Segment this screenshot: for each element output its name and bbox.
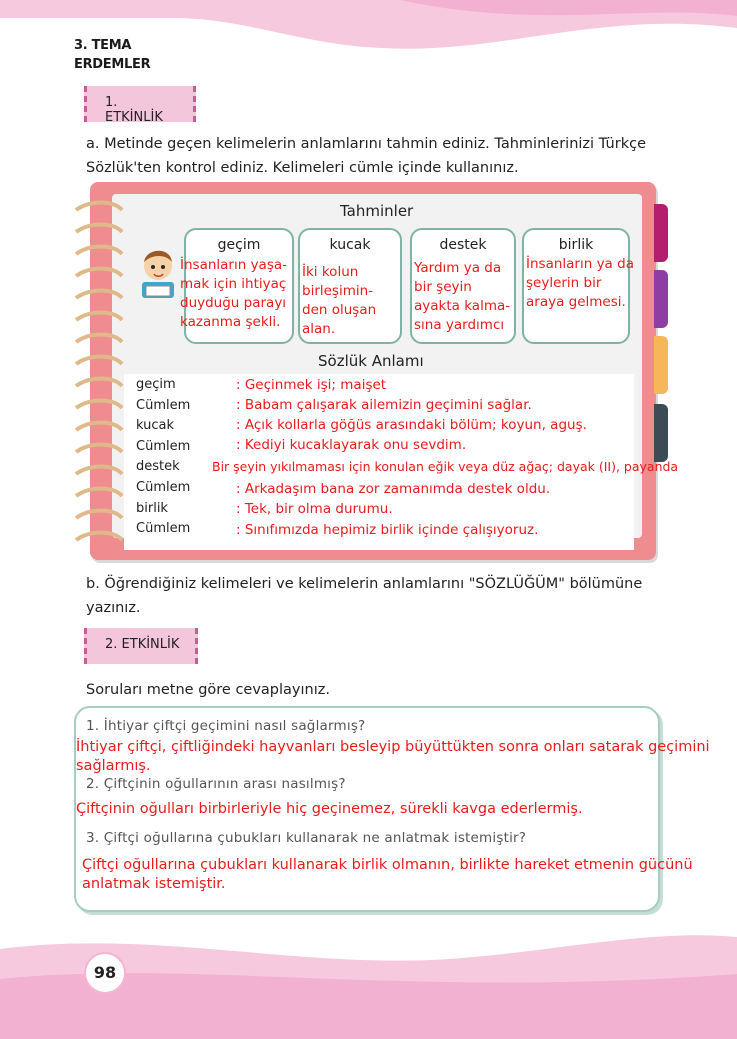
dict-sentence-kucak: : Kediyi kucaklayarak onu sevdim. [236, 437, 467, 453]
guess-word: kucak [329, 237, 371, 253]
guess-word: birlik [558, 237, 594, 253]
dict-sentence-birlik: : Sınıfımızda hepimiz birlik içinde çalışıyoruz. [236, 522, 539, 538]
dict-label-destek: destek [136, 459, 180, 474]
activity2-ribbon: 2. ETKİNLİK [84, 628, 198, 664]
notebook-tab [654, 204, 668, 262]
question-3: 3. Çiftçi oğullarına çubukları kullanarak ne anlatmak istemiştir? [86, 830, 527, 846]
answer-line: kazanma şekli. [180, 314, 281, 330]
answer-line: sına yardımcı [414, 317, 505, 333]
guess-word: destek [439, 237, 487, 253]
answer-line: Çiftçinin oğulları birbirleriyle hiç geçinemez, sürekli kavga ederlermiş. [76, 801, 583, 817]
theme-header [74, 36, 150, 74]
answer-line: alan. [302, 321, 336, 337]
answer-2 [76, 800, 583, 819]
answer-line: birleşimin- [302, 283, 374, 299]
dict-label-cumlem: Cümlem [136, 439, 191, 454]
dict-sentence-destek: : Arkadaşım bana zor zamanımda destek oldu. [236, 481, 551, 497]
dict-meaning-gecim: : Geçinmek işi; maişet [236, 377, 387, 393]
answer-line: Çiftçi oğullarına çubukları kullanarak birlik olmanın, birlikte hareket etmenin gücünü [82, 857, 693, 873]
instruction-b: b. Öğrendiğiniz kelimeleri ve kelimelerin anlamlarını "SÖZLÜĞÜM" bölümüne yazınız. [86, 576, 643, 616]
answer-line: duyduğu parayı [180, 295, 287, 311]
dict-label-kucak: kucak [136, 418, 175, 433]
notebook-tab [654, 336, 668, 394]
question-1: 1. İhtiyar çiftçi geçimini nasıl sağlarmış? [86, 718, 366, 734]
answer-line: sağlarmış. [76, 758, 151, 774]
dict-meaning-kucak: : Açık kollarla göğüs arasındaki bölüm; koyun, aguş. [236, 417, 587, 433]
dict-label-cumlem: Cümlem [136, 521, 191, 536]
answer-line: şeylerin bir [526, 275, 602, 291]
answer-line: ayakta kalma- [414, 298, 511, 314]
notebook-tab [654, 404, 668, 462]
guess-answer-birlik [526, 255, 634, 312]
question-2: 2. Çiftçinin oğullarının arası nasılmış? [86, 776, 346, 792]
answer-3 [82, 856, 693, 894]
guesses-heading: Tahminler [340, 202, 414, 220]
answer-line: mak için ihtiyaç [180, 276, 287, 292]
answer-line: anlatmak istemiştir. [82, 876, 226, 892]
dict-label-cumlem: Cümlem [136, 480, 191, 495]
notebook-tab [654, 270, 668, 328]
instruction-a: a. Metinde geçen kelimelerin anlamlarını tahmin ediniz. Tahminlerinizi Türkçe Sözlük'ten kontrol ediniz. Kelimeleri cümle içinde kullanınız. [86, 136, 646, 176]
guess-answer-gecim [180, 256, 287, 332]
activity1-ribbon: 1. ETKİNLİK [84, 86, 196, 122]
answer-1 [76, 738, 710, 776]
dict-sentence-gecim: : Babam çalışarak ailemizin geçimini sağlar. [236, 397, 532, 413]
theme-number: 3. TEMA [74, 38, 132, 53]
guess-answer-kucak [302, 263, 376, 339]
activity2-instruction: Soruları metne göre cevaplayınız. [86, 682, 330, 698]
answer-line: İhtiyar çiftçi, çiftliğindeki hayvanları besleyip büyüttükten sonra onları satarak geçimini [76, 739, 710, 755]
spiral-binding [70, 196, 130, 546]
child-reading-illustration [136, 246, 182, 302]
dict-label-gecim: geçim [136, 377, 176, 392]
guess-word: geçim [217, 237, 261, 253]
answer-line: İnsanların yaşa- [180, 257, 288, 273]
dict-meaning-birlik: : Tek, bir olma durumu. [236, 501, 393, 517]
theme-name: ERDEMLER [74, 57, 151, 72]
page-number: 98 [84, 952, 126, 994]
dict-label-cumlem: Cümlem [136, 398, 191, 413]
answer-line: İki kolun [302, 264, 359, 280]
dict-label-birlik: birlik [136, 501, 168, 516]
dict-meaning-destek: Bir şeyin yıkılmaması için konulan eğik veya düz ağaç; dayak (II), payanda [212, 459, 679, 474]
answer-line: den oluşan [302, 302, 377, 318]
answer-line: bir şeyin [414, 279, 472, 295]
dictionary-heading: Sözlük Anlamı [318, 352, 424, 370]
answer-line: Yardım ya da [414, 260, 502, 276]
guess-answer-destek [414, 259, 510, 335]
answer-line: araya gelmesi. [526, 294, 626, 310]
answer-line: İnsanların ya da [526, 256, 634, 272]
